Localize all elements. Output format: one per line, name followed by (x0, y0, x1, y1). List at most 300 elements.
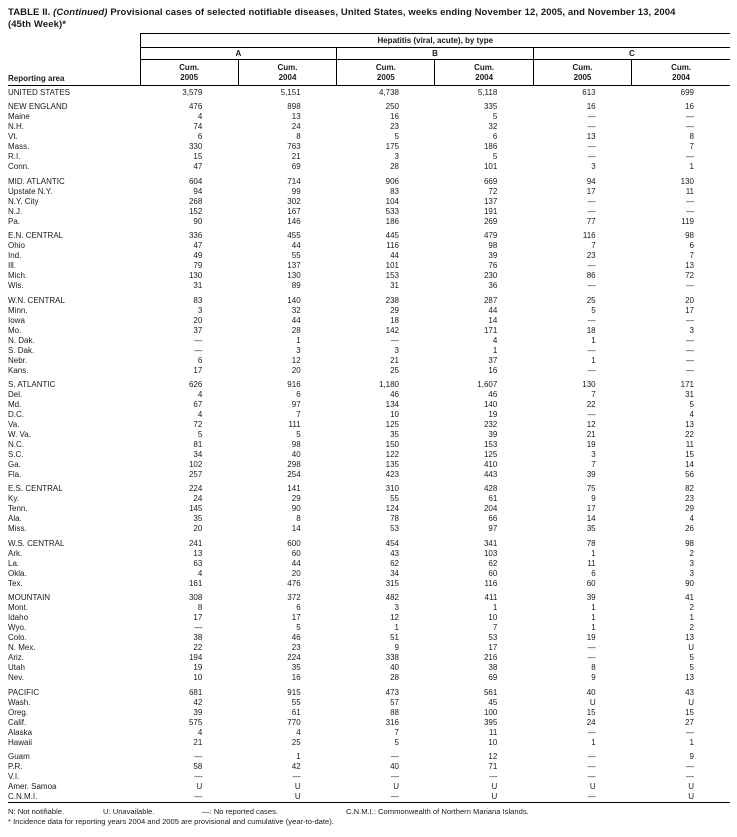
column-header-b-2005: Cum. 2005 (337, 60, 435, 86)
value-cell: — (587, 409, 596, 419)
value-cell: U (196, 781, 203, 791)
value-cell: 103 (483, 548, 498, 558)
value-cell: 32 (488, 122, 498, 132)
value-cell: 600 (287, 538, 301, 548)
value-cell: 2 (689, 603, 694, 613)
value-cell: — (686, 727, 694, 737)
value-cell: 338 (385, 653, 399, 663)
value-cell: — (686, 345, 694, 355)
value-cell: 5 (296, 429, 301, 439)
value-cell: 16 (488, 365, 498, 375)
value-cell: U (491, 791, 498, 801)
value-cell: 8 (296, 514, 301, 524)
value-cell: U (688, 643, 694, 653)
group-header-c: C (533, 48, 730, 60)
reporting-area-cell: Guam (8, 751, 30, 761)
value-cell: 561 (483, 687, 498, 697)
value-cell: 34 (193, 449, 203, 459)
value-cell: 38 (193, 633, 203, 643)
table-row (8, 430, 730, 440)
value-cell: 3 (591, 449, 596, 459)
value-cell: 56 (685, 469, 694, 479)
value-cell: 3 (689, 325, 694, 335)
reporting-area-cell: Hawaii (8, 737, 33, 747)
value-cell: 104 (385, 196, 399, 206)
value-cell: 19 (586, 439, 596, 449)
value-cell: 4 (197, 389, 203, 399)
column-header-a-2004: Cum. 2004 (238, 60, 336, 86)
table-row (8, 241, 730, 251)
reporting-area-cell: Mont. (8, 603, 29, 613)
table-row (8, 296, 730, 306)
value-cell: 269 (483, 216, 498, 226)
table-row (8, 524, 730, 534)
value-cell: 40 (390, 761, 399, 771)
value-cell: 4 (492, 335, 498, 345)
value-cell: 171 (680, 379, 694, 389)
group-header-b: B (337, 48, 534, 60)
value-cell: — (686, 281, 694, 291)
value-cell: 906 (385, 176, 399, 186)
value-cell: — (587, 727, 596, 737)
table-row (8, 420, 730, 430)
value-cell: 5 (689, 399, 694, 409)
table-row (8, 673, 730, 683)
table-row (8, 633, 730, 643)
value-cell: 98 (291, 439, 301, 449)
value-cell: 454 (385, 538, 399, 548)
value-cell: 19 (488, 409, 498, 419)
value-cell: 60 (586, 578, 596, 588)
value-cell: 69 (291, 162, 301, 172)
value-cell: 5 (689, 663, 694, 673)
reporting-area-cell: S. ATLANTIC (8, 379, 56, 389)
value-cell: 241 (188, 538, 203, 548)
value-cell: 27 (685, 717, 694, 727)
value-cell: 14 (685, 459, 694, 469)
value-cell: 916 (287, 379, 301, 389)
reporting-area-cell: Miss. (8, 524, 27, 534)
value-cell: 130 (582, 379, 596, 389)
value-cell: 1 (689, 162, 694, 172)
value-cell: 125 (385, 419, 399, 429)
value-cell: 18 (586, 325, 596, 335)
value-cell: 5 (492, 112, 498, 122)
table-row (8, 772, 730, 782)
value-cell: 1,180 (378, 379, 399, 389)
value-cell: 4 (197, 112, 203, 122)
value-cell: 191 (483, 206, 498, 216)
value-cell: 6 (197, 355, 203, 365)
table-row (8, 504, 730, 514)
value-cell: 31 (390, 281, 399, 291)
value-cell: 171 (483, 325, 498, 335)
value-cell: 76 (488, 261, 498, 271)
value-cell: 28 (390, 162, 399, 172)
table-row (8, 271, 730, 281)
value-cell: 476 (188, 102, 203, 112)
value-cell: 216 (483, 653, 498, 663)
value-cell: 669 (483, 176, 498, 186)
reporting-area-cell: N.C. (8, 439, 24, 449)
reporting-area-header (8, 34, 140, 86)
value-cell: 3 (296, 345, 301, 355)
value-cell: 7 (591, 241, 596, 251)
reporting-area-cell: Idaho (8, 613, 29, 623)
reporting-area-cell: Md. (8, 399, 22, 409)
reporting-area-cell: Colo. (8, 633, 27, 643)
table-row (8, 593, 730, 603)
table-row (8, 142, 730, 152)
table-row (8, 569, 730, 579)
legend-cnmi: C.N.M.I.: Commonwealth of Northern Mariana Islands. (346, 806, 529, 816)
value-cell: 1 (591, 737, 596, 747)
value-cell: 116 (582, 231, 596, 241)
table-row (8, 390, 730, 400)
value-cell: 11 (685, 186, 694, 196)
value-cell: 47 (193, 241, 203, 251)
value-cell: 455 (287, 231, 301, 241)
value-cell: — (587, 152, 596, 162)
value-cell: 13 (685, 633, 694, 643)
value-cell: 1 (591, 623, 596, 633)
value-cell: 15 (193, 152, 203, 162)
reporting-area-cell: UNITED STATES (8, 88, 70, 97)
value-cell: 8 (296, 132, 301, 142)
value-cell: 111 (288, 419, 301, 429)
value-cell: 8 (197, 603, 203, 613)
table-row (8, 782, 730, 792)
column-header-c-2005: Cum. 2005 (533, 60, 631, 86)
value-cell: — (390, 791, 399, 801)
value-cell: 9 (689, 751, 694, 761)
value-cell: 443 (483, 469, 498, 479)
value-cell: 1 (591, 335, 596, 345)
value-cell: 5 (394, 737, 399, 747)
table-row (8, 316, 730, 326)
reporting-area-cell: Pa. (8, 216, 21, 226)
value-cell: 7 (296, 409, 301, 419)
table-row (8, 261, 730, 271)
value-cell: 257 (188, 469, 203, 479)
value-cell: 5 (492, 152, 498, 162)
value-cell: 4 (296, 727, 301, 737)
reporting-area-cell: Ill. (8, 261, 16, 271)
value-cell: 29 (291, 494, 301, 504)
value-cell: 1 (296, 335, 301, 345)
value-cell: 53 (390, 524, 399, 534)
value-cell: 3 (394, 152, 399, 162)
value-cell: 58 (193, 761, 203, 771)
value-cell: 23 (291, 643, 301, 653)
value-cell: 18 (390, 315, 399, 325)
value-cell: 90 (193, 216, 203, 226)
value-cell: 81 (193, 439, 203, 449)
table-row (8, 366, 730, 376)
value-cell: 1 (492, 603, 498, 613)
value-cell: 423 (385, 469, 399, 479)
value-cell: 40 (390, 663, 399, 673)
value-cell: 2 (689, 623, 694, 633)
value-cell: 21 (291, 152, 301, 162)
value-cell: 15 (586, 707, 596, 717)
value-cell: 51 (390, 633, 399, 643)
value-cell: 410 (483, 459, 498, 469)
table-row (8, 698, 730, 708)
value-cell: 5 (296, 623, 301, 633)
reporting-area-cell: S. Dak. (8, 345, 35, 355)
value-cell: 45 (488, 697, 498, 707)
value-cell: 99 (291, 186, 301, 196)
value-cell: 98 (488, 241, 498, 251)
value-cell: 4 (689, 514, 694, 524)
value-cell: 17 (685, 305, 694, 315)
value-cell: 44 (291, 315, 301, 325)
value-cell: 23 (685, 494, 694, 504)
value-cell: 428 (483, 484, 498, 494)
value-cell: 130 (188, 271, 203, 281)
value-cell: 24 (193, 494, 203, 504)
value-cell: 8 (689, 132, 694, 142)
value-cell: 7 (689, 251, 694, 261)
table-row (8, 306, 730, 316)
value-cell: 19 (193, 663, 203, 673)
table-row (8, 718, 730, 728)
reporting-area-cell: Mo. (8, 325, 22, 335)
value-cell: 62 (488, 558, 498, 568)
value-cell: 25 (390, 365, 399, 375)
table-row (8, 559, 730, 569)
value-cell: 10 (488, 613, 498, 623)
table-title-text: Provisional cases of selected notifiable diseases, United States, weeks ending November 12, 2005, and November 13, 2004 (110, 7, 676, 18)
value-cell: — (686, 365, 694, 375)
value-cell: 66 (488, 514, 498, 524)
value-cell: 72 (685, 271, 694, 281)
value-cell: 78 (586, 538, 596, 548)
value-cell: 6 (296, 603, 301, 613)
value-cell: 35 (586, 524, 596, 534)
reporting-area-cell: Maine (8, 112, 30, 122)
value-cell: 42 (193, 697, 203, 707)
value-cell: U (589, 781, 596, 791)
value-cell: 13 (685, 673, 694, 683)
value-cell: 20 (193, 315, 203, 325)
notifiable-diseases-table (8, 33, 730, 803)
value-cell: 135 (385, 459, 399, 469)
reporting-area-cell: N.Y. City (8, 196, 39, 206)
reporting-area-cell: Okla. (8, 568, 27, 578)
table-row (8, 440, 730, 450)
legend-not-notifiable: N: Not notifiable. (8, 806, 65, 816)
value-cell: 142 (385, 325, 399, 335)
value-cell: 28 (390, 673, 399, 683)
value-cell: 16 (685, 102, 694, 112)
value-cell: 44 (291, 241, 301, 251)
value-cell: 20 (193, 524, 203, 534)
value-cell: 71 (488, 761, 498, 771)
value-cell: 714 (287, 176, 301, 186)
value-cell: 46 (488, 389, 498, 399)
value-cell: — (587, 771, 596, 781)
table-row (8, 450, 730, 460)
value-cell: 13 (291, 112, 301, 122)
value-cell: U (688, 781, 694, 791)
value-cell: 69 (488, 673, 498, 683)
value-cell: 55 (390, 494, 399, 504)
value-cell: 75 (586, 484, 596, 494)
value-cell: 9 (394, 643, 399, 653)
value-cell: 152 (188, 206, 203, 216)
value-cell: 15 (685, 707, 694, 717)
value-cell: 98 (685, 231, 694, 241)
value-cell: 17 (586, 186, 596, 196)
value-cell: 3 (394, 345, 399, 355)
value-cell: 298 (287, 459, 301, 469)
value-cell: 55 (291, 697, 301, 707)
value-cell: — (390, 771, 399, 781)
value-cell: 44 (488, 305, 498, 315)
reporting-area-cell: N.H. (8, 122, 24, 132)
table-row (8, 231, 730, 241)
reporting-area-cell: La. (8, 558, 20, 568)
value-cell: — (587, 196, 596, 206)
table-row (8, 380, 730, 390)
reporting-area-cell: W.N. CENTRAL (8, 295, 65, 305)
value-cell: 153 (385, 271, 399, 281)
value-cell: 35 (390, 429, 399, 439)
table-row (8, 187, 730, 197)
value-cell: — (587, 261, 596, 271)
value-cell: 141 (287, 484, 301, 494)
reporting-area-cell: C.N.M.I. (8, 791, 38, 801)
value-cell: 57 (390, 697, 399, 707)
value-cell: 479 (483, 231, 498, 241)
value-cell: 101 (385, 261, 399, 271)
reporting-area-cell: Upstate N.Y. (8, 186, 53, 196)
table-row (8, 728, 730, 738)
value-cell: 1,607 (477, 379, 498, 389)
value-cell: — (587, 751, 596, 761)
value-cell: 39 (488, 251, 498, 261)
column-header-c-2004: Cum. 2004 (632, 60, 730, 86)
value-cell: 22 (586, 399, 596, 409)
value-cell: 134 (385, 399, 399, 409)
table-row (8, 177, 730, 187)
value-cell: 49 (193, 251, 203, 261)
value-cell: 12 (291, 355, 301, 365)
value-cell: 12 (586, 419, 596, 429)
value-cell: — (587, 761, 596, 771)
footnote-legend (8, 807, 730, 818)
value-cell: 3,579 (182, 88, 203, 97)
table-row (8, 470, 730, 480)
table-row (8, 356, 730, 366)
value-cell: 21 (193, 737, 203, 747)
value-cell: 12 (488, 751, 498, 761)
value-cell: 16 (586, 102, 596, 112)
reporting-area-cell: Tex. (8, 578, 23, 588)
value-cell: — (686, 771, 694, 781)
table-row (8, 251, 730, 261)
value-cell: 6 (591, 568, 596, 578)
value-cell: 72 (488, 186, 498, 196)
reporting-area-cell: Ariz. (8, 653, 24, 663)
value-cell: 98 (685, 538, 694, 548)
value-cell: 36 (488, 281, 498, 291)
value-cell: 575 (188, 717, 203, 727)
value-cell: 32 (291, 305, 301, 315)
value-cell: 23 (390, 122, 399, 132)
value-cell: 24 (586, 717, 596, 727)
value-cell: 34 (390, 568, 399, 578)
value-cell: 232 (483, 419, 498, 429)
value-cell: 31 (685, 389, 694, 399)
value-cell: 224 (188, 484, 203, 494)
value-cell: — (194, 623, 203, 633)
value-cell: 8 (591, 663, 596, 673)
table-row (8, 688, 730, 698)
value-cell: 6 (689, 241, 694, 251)
value-cell: 4 (689, 409, 694, 419)
value-cell: 7 (591, 389, 596, 399)
value-cell: 31 (193, 281, 203, 291)
value-cell: 61 (488, 494, 498, 504)
value-cell: 137 (483, 196, 498, 206)
value-cell: 17 (291, 613, 301, 623)
value-cell: — (686, 355, 694, 365)
table-title-label: TABLE II. (8, 7, 51, 18)
value-cell: 40 (586, 687, 596, 697)
value-cell: 310 (385, 484, 399, 494)
table-row (8, 623, 730, 633)
value-cell: 13 (685, 261, 694, 271)
value-cell: 39 (193, 707, 203, 717)
group-header-a: A (140, 48, 337, 60)
table-row (8, 346, 730, 356)
reporting-area-cell: Wyo. (8, 623, 27, 633)
table-row (8, 207, 730, 217)
value-cell: 395 (483, 717, 498, 727)
value-cell: 12 (390, 613, 399, 623)
value-cell: — (390, 335, 399, 345)
value-cell: 3 (689, 558, 694, 568)
value-cell: 476 (287, 578, 301, 588)
value-cell: 6 (296, 389, 301, 399)
value-cell: 10 (488, 737, 498, 747)
value-cell: 5 (591, 305, 596, 315)
reporting-area-cell: Conn. (8, 162, 30, 172)
value-cell: 62 (390, 558, 399, 568)
value-cell: 94 (586, 176, 596, 186)
value-cell: 79 (193, 261, 203, 271)
value-cell: 21 (390, 355, 399, 365)
value-cell: 83 (390, 186, 399, 196)
value-cell: 482 (385, 593, 399, 603)
value-cell: 150 (385, 439, 399, 449)
reporting-area-cell: Fla. (8, 469, 22, 479)
value-cell: 20 (291, 365, 301, 375)
value-cell: 16 (390, 112, 399, 122)
value-cell: 72 (193, 419, 203, 429)
value-cell: 97 (488, 524, 498, 534)
value-cell: 6 (197, 132, 203, 142)
value-cell: 3 (591, 162, 596, 172)
table-row (8, 217, 730, 227)
value-cell: U (589, 697, 596, 707)
value-cell: 1 (492, 345, 498, 355)
value-cell: — (686, 122, 694, 132)
value-cell: 140 (287, 295, 301, 305)
